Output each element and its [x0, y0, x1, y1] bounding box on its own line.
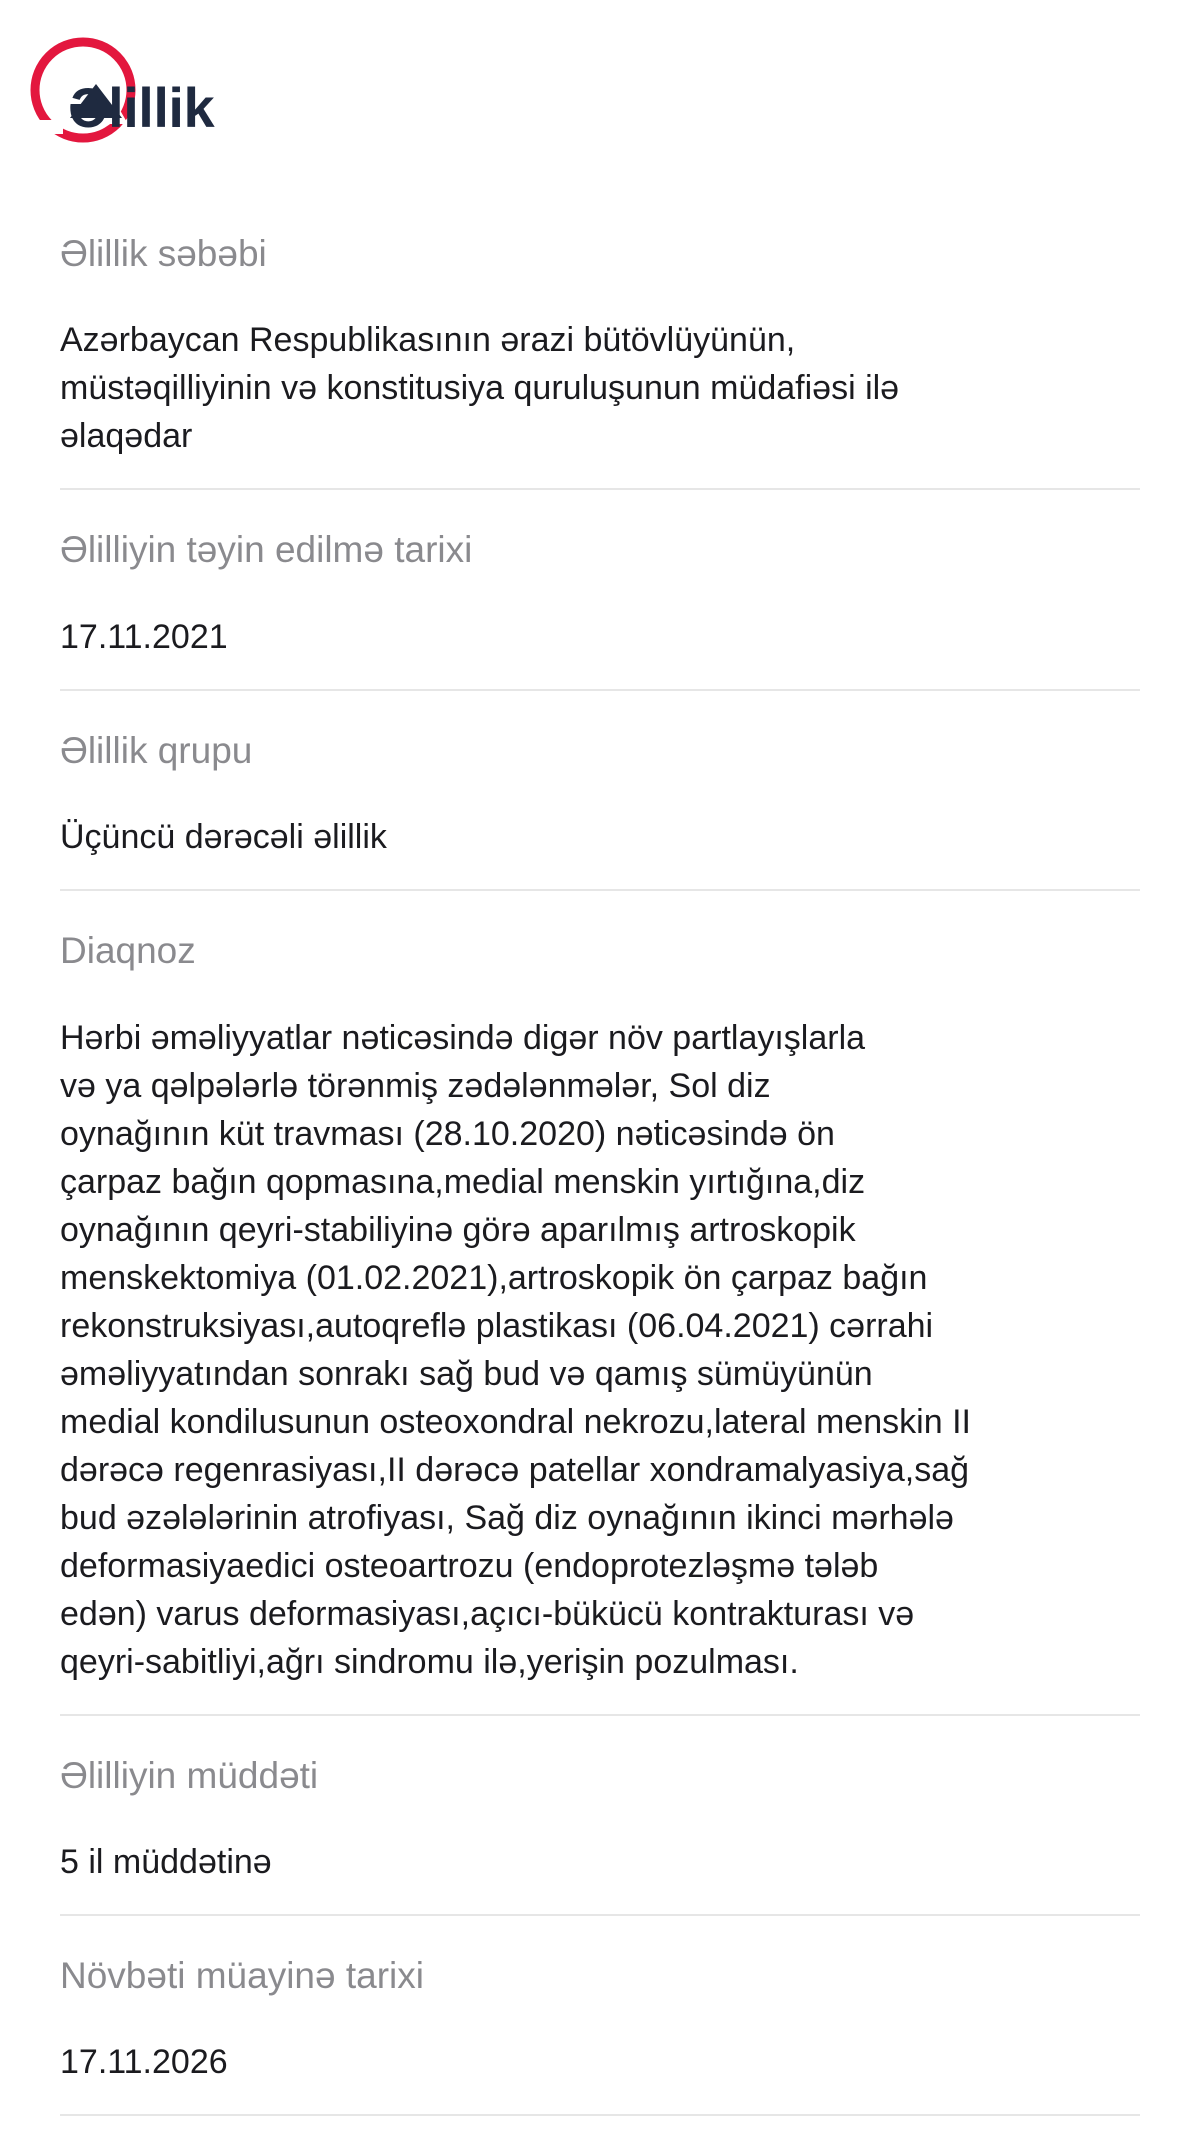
- field-diagnosis: [60, 929, 1140, 1715]
- field-assignment-date: [60, 528, 1140, 690]
- field-disability-group: [60, 729, 1140, 891]
- disability-details: [60, 232, 1140, 2154]
- field-value: Üçüncü dərəcəli əlillik: [60, 818, 387, 857]
- field-next-exam-date: [60, 1954, 1140, 2116]
- field-label: Əlillik səbəbi: [60, 233, 267, 274]
- field-disability-reason: [60, 232, 1140, 490]
- field-disability-duration: [60, 1754, 1140, 1916]
- field-label: Növbəti müayinə tarixi: [60, 1954, 424, 1996]
- field-value: 5 il müddətinə: [60, 1842, 272, 1881]
- page-title: Əlillik: [68, 76, 215, 139]
- field-label: Əlilliyin müddəti: [60, 1754, 319, 1796]
- app-header: [0, 0, 1200, 175]
- field-value: 17.11.2021: [60, 617, 228, 656]
- field-value: Azərbaycan Respublikasının ərazi bütövlüyünün, müstəqilliyinin və konstitusiya quruluşunun müdafiəsi ilə əlaqədar: [60, 321, 900, 456]
- field-label: Əlillik qrupu: [60, 729, 253, 771]
- field-label: Əlilliyin təyin edilmə tarixi: [60, 529, 473, 571]
- field-value: 17.11.2026: [60, 2043, 228, 2082]
- field-label: Diaqnoz: [60, 930, 196, 972]
- field-value: Hərbi əməliyyatlar nəticəsində digər növ partlayışlarla və ya qəlpələrlə törənmiş zədələnmələr, Sol diz oynağının küt travması (28.10.2020) nəticəsində ön çarpaz bağın qopmasına,medial menskin yırtığına,diz oynağının qeyri-stabiliyinə görə aparılmış artroskopik menskektomiya (01.02.2021),artroskopik ön çarpaz bağın rekonstruksiyası,autoqreflə plastikası (06.04.2021) cərrahi əməliyyatından sonrakı sağ bud və qamış sümüyünün medial kondilusunun osteoxondral nekrozu,lateral menskin II dərəcə regenrasiyası,II dərəcə patellar xondramalyasiya,sağ bud əzələlərinin atrofiyası, Sağ diz oynağının ikinci mərhələ deformasiyaedici osteoartrozu (endoprotezləşmə tələb edən) varus deformasiyası,açıcı-bükücü kontrakturası və qeyri-sabitliyi,ağrı sindromu ilə,yerişin pozulması.: [60, 1018, 971, 1681]
